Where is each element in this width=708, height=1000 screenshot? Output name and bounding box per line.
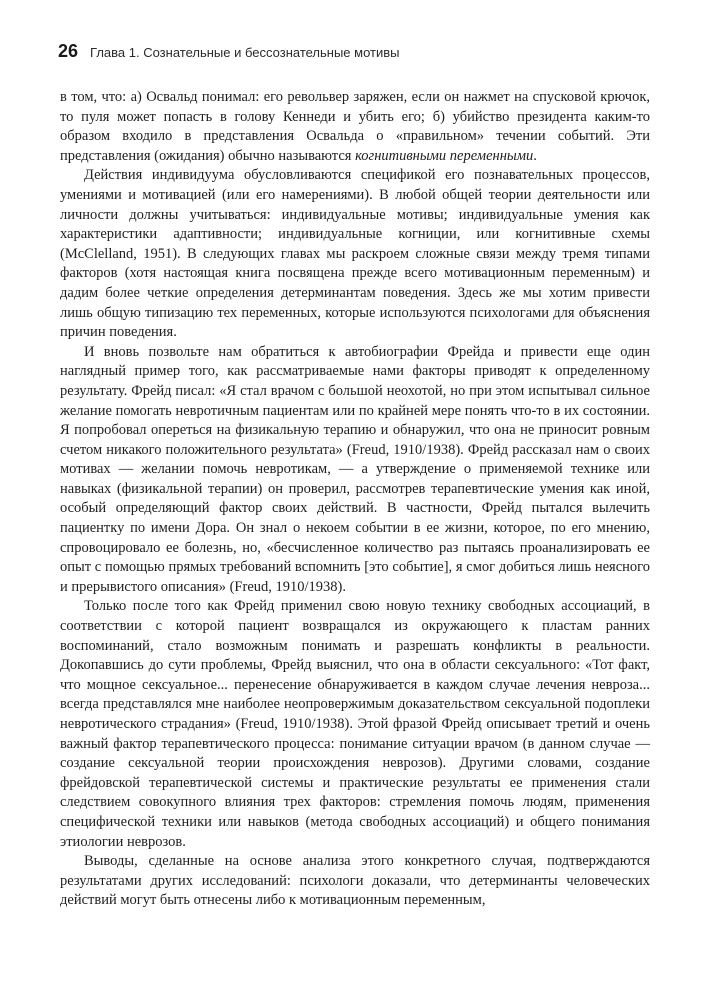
running-header [58, 41, 650, 69]
page-number: 26 [58, 41, 79, 61]
body-text [60, 88, 650, 911]
paragraph-5: Выводы, сделанные на основе анализа этого конкретного случая, подтверждаются результатами других исследований: психологи доказали, что детерминанты человеческих действий могут быть отнесены либо к мотивационным переменным, [60, 853, 650, 909]
chapter-title: Глава 1. Сознательные и бессознательные мотивы [90, 45, 400, 60]
paragraph-1 [60, 88, 650, 166]
paragraph-2: Действия индивидуума обусловливаются спецификой его познавательных процессов, умениями и мотивацией (или его намерениями). В любой общей теории деятельности или личности должны учитываться: индивидуальные мотивы; индивидуальные умения как характеристики адаптивности; индивидуальные когниции, или когнитивные схемы (McClelland, 1951). В следующих главах мы раскроем сложные связи между тремя типами факторов (хотя настоящая книга посвящена прежде всего мотивационным переменным) и дадим более четкие определения детерминантам поведения. Здесь же мы хотим привести лишь общую типизацию тех переменных, которые используются психологами для объяснения причин поведения. [60, 167, 650, 341]
emphasis-cognitive-variables: когнитивными переменными [355, 147, 534, 164]
paragraph-1-text: в том, что: а) Освальд понимал: его револьвер заряжен, если он нажмет на спусковой крючок, то пуля может попасть в голову Кеннеди и убить его; б) убийство президента каким-то образом входило в представления Освальда о «правильном» течении событий. Эти представления (ожидания) обычно называются [60, 89, 650, 164]
paragraph-3: И вновь позвольте нам обратиться к автобиографии Фрейда и привести еще один наглядный пример того, как рассматриваемые нами факторы приводят к определенному результату. Фрейд писал: «Я стал врачом с большой неохотой, но при этом испытывал сильное желание помогать невротичным пациентам или по крайней мере понять что-то в их состоянии. Я попробовал опереться на физикальную терапию и обнаружил, что она не приносит ровным счетом никакого положительного результата» (Freud, 1910/1938). Фрейд рассказал нам о своих мотивах — желании помочь невротикам, — а утверждение о применяемой технике или навыках (физикальной терапии) он проверил, рассмотрев терапевтические умения как иной, особый определяющий фактор своих действий. В частности, Фрейд пытался вылечить пациентку по имени Дора. Он знал о некоем событии в ее жизни, которое, по его мнению, спровоцировало ее болезнь, но, «бесчисленное количество раз пытаясь проанализировать ее опыт с помощью прямых требований вспомнить [это событие], я смог добиться лишь неясного и прерывистого описания» (Freud, 1910/1938). [60, 343, 650, 595]
paragraph-1-end: . [533, 147, 537, 164]
paragraph-4: Только после того как Фрейд применил свою новую технику свободных ассоциаций, в соответствии с которой пациент возвращался из окружающего к пластам ранних воспоминаний, стало возможным понимать и разрешать конфликты в реальности. Докопавшись до сути проблемы, Фрейд выяснил, что она в области сексуального: «Тот факт, что мощное сексуальное... перенесение обнаруживается в каждом случае лечения невроза... всегда представлялся мне наиболее неопровержимым доказательством сексуальной подоплеки невротического страдания» (Freud, 1910/1938). Этой фразой Фрейд описывает третий и очень важный фактор терапевтического процесса: понимание ситуации врачом (в данном случае — создание сексуальной теории происхождения неврозов). Другими словами, создание фрейдовской терапевтической системы и практические результаты ее применения стали следствием совокупного влияния трех факторов: стремления помочь людям, применения специфической техники или навыков (метода свободных ассоциаций) и общего понимания этиологии неврозов. [60, 598, 650, 850]
